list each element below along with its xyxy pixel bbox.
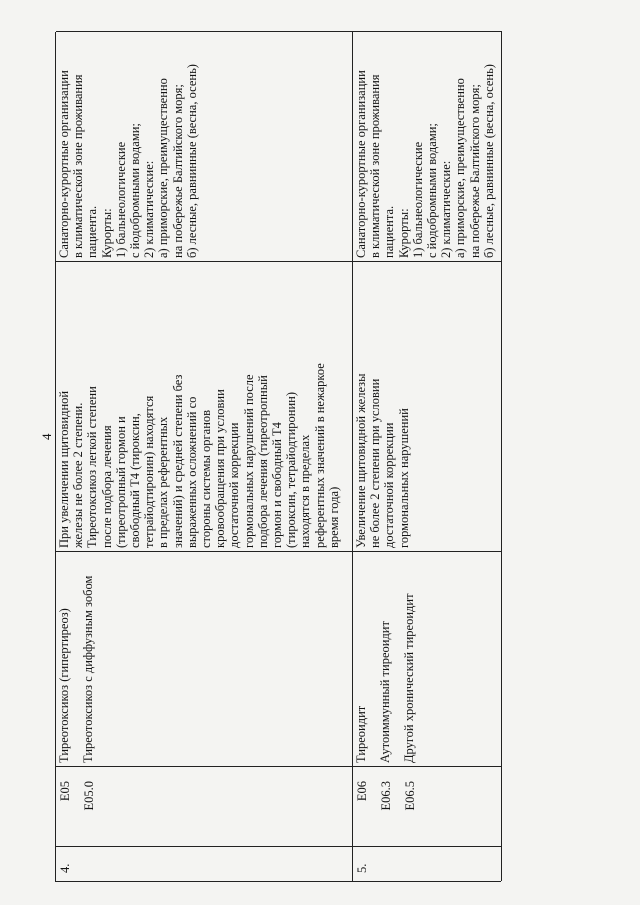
sanatorium-text-line: на побережье Балтийского моря; bbox=[467, 84, 482, 258]
sanatorium-cell bbox=[353, 31, 502, 261]
condition-text-line: выраженных осложнений со bbox=[184, 396, 199, 548]
row-number: 5. bbox=[353, 846, 502, 881]
condition-text-line: достаточной коррекции bbox=[227, 422, 242, 548]
condition-text-line: кровообращения при условии bbox=[213, 389, 228, 548]
sanatorium-text-line: б) лесные, равнинные (весна, осень) bbox=[184, 64, 199, 258]
condition-cell bbox=[56, 261, 353, 551]
sanatorium-cell bbox=[56, 31, 353, 261]
sanatorium-text-line: Санаторно-курортные организации bbox=[57, 70, 71, 258]
icd-code-cell bbox=[353, 766, 502, 846]
condition-text-line: подбора лечения (тиреотропный bbox=[255, 375, 270, 548]
sanatorium-text-line: на побережье Балтийского моря; bbox=[170, 84, 185, 258]
condition-text-line: референтных значений в нежаркое bbox=[312, 363, 327, 548]
condition-text-line: после подбора лечения bbox=[99, 425, 114, 548]
condition-text-line: (тироксин, тетрайодтиронин) bbox=[284, 392, 299, 548]
disease-name: Тиреотоксикоз с диффузным зобом bbox=[81, 575, 96, 763]
disease-name: Аутоиммунный тиреоидит bbox=[378, 621, 393, 763]
icd-code: E06.3 bbox=[379, 781, 394, 811]
condition-text-line: Тиреотоксикоз легкой степени bbox=[85, 386, 100, 548]
sanatorium-text-line: Курорты: bbox=[99, 208, 114, 258]
icd-code: E05 bbox=[58, 781, 72, 802]
condition-text-line: стороны системы органов bbox=[199, 409, 214, 548]
condition-text-line: достаточной коррекции bbox=[382, 422, 397, 548]
condition-text-line: гормональных нарушений после bbox=[241, 374, 256, 548]
condition-text-line: свободный Т4 (тироксин, bbox=[128, 413, 143, 548]
condition-text-line: находятся в пределах bbox=[298, 434, 313, 548]
icd-code: E05.0 bbox=[82, 781, 97, 811]
condition-text-line: тетрайодтиронин) находятся bbox=[142, 395, 157, 548]
sanatorium-text-line: пациента. bbox=[382, 205, 397, 258]
row-number: 4. bbox=[56, 846, 353, 881]
disease-name-cell bbox=[353, 551, 502, 766]
sanatorium-text-line: а) приморские, преимущественно bbox=[453, 78, 468, 258]
icd-code: E06 bbox=[355, 781, 369, 802]
sanatorium-text-line: а) приморские, преимущественно bbox=[156, 78, 171, 258]
condition-text-line: Увеличение щитовидной железы bbox=[354, 373, 368, 548]
sanatorium-text-line: 1) бальнеологические bbox=[410, 141, 425, 258]
sanatorium-text-line: в климатической зоне проживания bbox=[368, 74, 383, 258]
disease-name: Другой хронический тиреоидит bbox=[402, 593, 417, 763]
sanatorium-text-line: б) лесные, равнинные (весна, осень) bbox=[481, 64, 496, 258]
icd-code: E06.5 bbox=[403, 781, 418, 811]
condition-text-line: (тиреотропный гормон и bbox=[113, 416, 128, 548]
page-number: 4 bbox=[39, 433, 54, 440]
sanatorium-text-line: Курорты: bbox=[396, 208, 411, 258]
condition-cell bbox=[353, 261, 502, 551]
disease-table bbox=[55, 32, 501, 882]
sanatorium-text-line: 1) бальнеологические bbox=[113, 141, 128, 258]
condition-text-line: железы не более 2 степени. bbox=[71, 402, 86, 548]
sanatorium-text-line: в климатической зоне проживания bbox=[71, 74, 86, 258]
sanatorium-text-line: Санаторно-курортные организации bbox=[354, 70, 368, 258]
condition-text-line: гормон и свободный Т4 bbox=[270, 422, 285, 548]
disease-name: Тиреотоксикоз (гипертиреоз) bbox=[57, 608, 71, 763]
sanatorium-text-line: пациента. bbox=[85, 205, 100, 258]
sanatorium-text-line: с йодобромными водами; bbox=[425, 123, 440, 258]
condition-text-line: время года) bbox=[326, 486, 341, 548]
disease-name-cell bbox=[56, 551, 353, 766]
sanatorium-text-line: 2) климатические: bbox=[439, 160, 454, 258]
disease-name: Тиреоидит bbox=[354, 705, 368, 763]
condition-text-line: в пределах референтных bbox=[156, 416, 171, 548]
rotated-table-container bbox=[55, 32, 501, 882]
icd-code-cell bbox=[56, 766, 353, 846]
sanatorium-text-line: 2) климатические: bbox=[142, 160, 157, 258]
condition-text-line: При увеличении щитовидной bbox=[57, 390, 71, 548]
condition-text-line: значений) и средней степени без bbox=[170, 374, 185, 548]
condition-text-line: гормональных нарушений bbox=[396, 408, 411, 548]
condition-text-line: не более 2 степени при условии bbox=[368, 378, 383, 548]
sanatorium-text-line: с йодобромными водами; bbox=[128, 123, 143, 258]
